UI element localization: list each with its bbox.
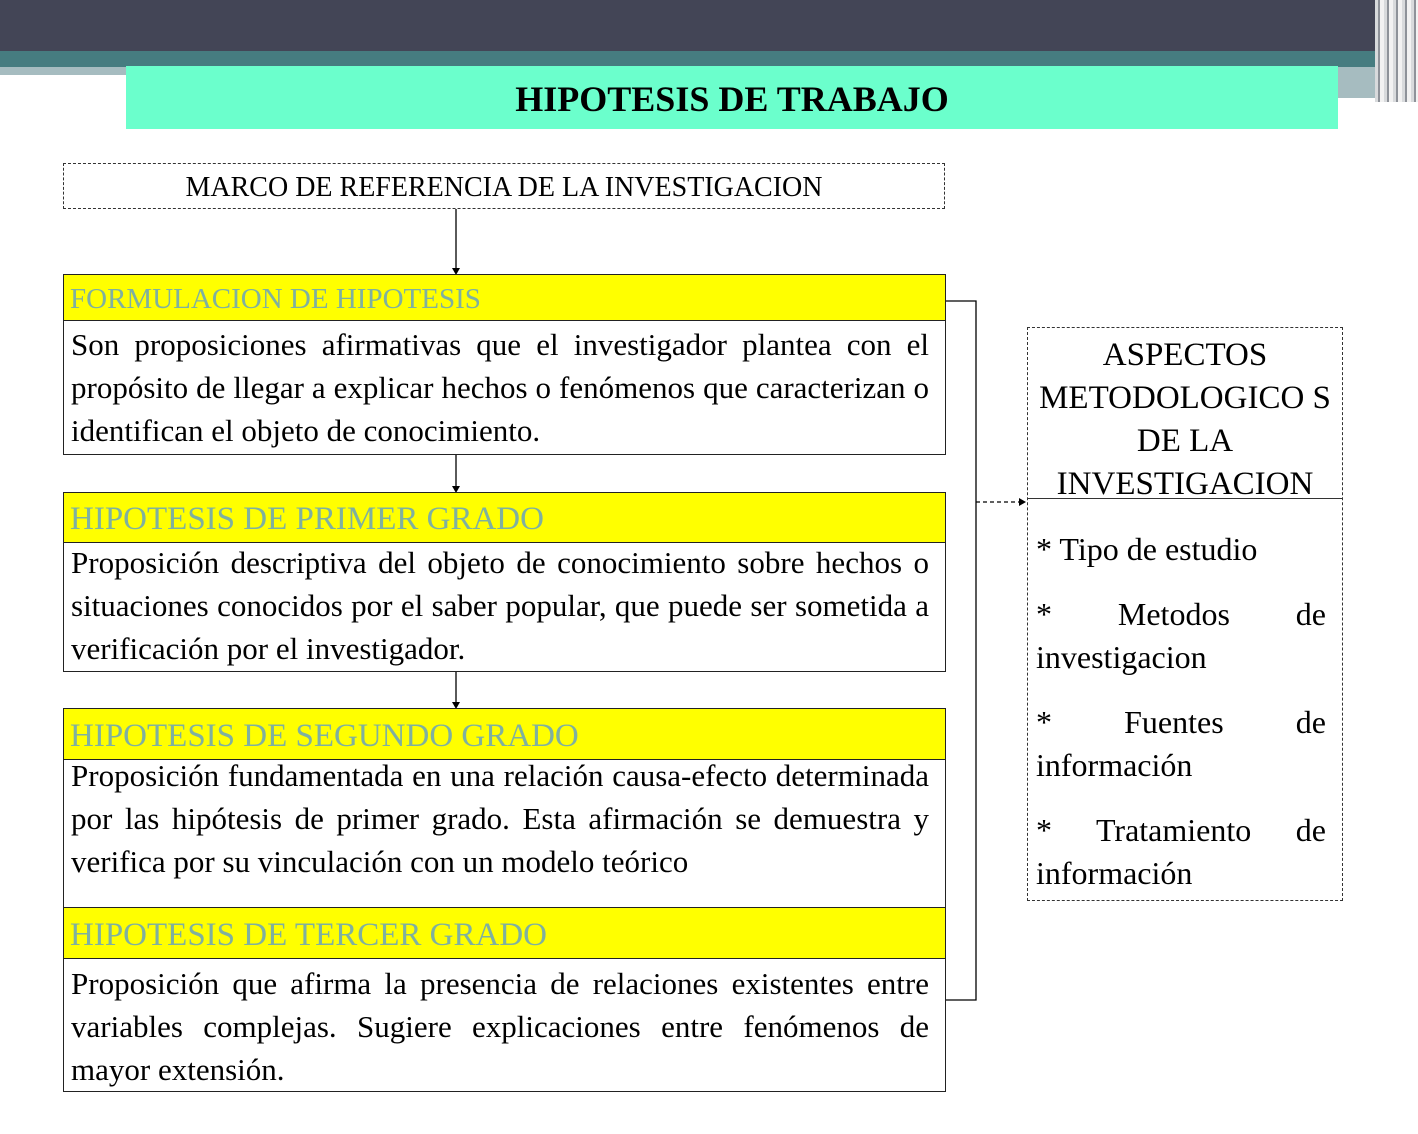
- tercer-grado-text: Proposición que afirma la presencia de relaciones existentes entre variables complejas. Sugiere explicaciones entre fenómenos de mayor extensión.: [71, 966, 929, 1087]
- aspectos-box: [1027, 327, 1343, 901]
- tercer-grado-header: HIPOTESIS DE TERCER GRADO: [64, 908, 945, 959]
- bracket-line: [945, 301, 976, 1000]
- marco-referencia-box: MARCO DE REFERENCIA DE LA INVESTIGACION: [63, 163, 945, 209]
- segundo-grado-text: Proposición fundamentada en una relación causa-efecto determinada por las hipótesis de primer grado. Esta afirmación se demuestra y verifica por su vinculación con un modelo teórico: [71, 758, 929, 879]
- aspectos-item: * Metodos de investigacion: [1036, 596, 1326, 675]
- primer-grado-box: [63, 492, 946, 672]
- formulacion-text: Son proposiciones afirmativas que el investigador plantea con el propósito de llegar a explicar hechos o fenómenos que caracterizan o identifican el objeto de conocimiento.: [71, 327, 929, 448]
- primer-grado-header: HIPOTESIS DE PRIMER GRADO: [64, 493, 945, 543]
- formulacion-box: [63, 274, 946, 455]
- tercer-grado-box: [63, 907, 946, 1092]
- segundo-grado-box: [63, 708, 946, 908]
- aspectos-title: ASPECTOS METODOLOGICO S DE LA INVESTIGACION: [1039, 337, 1331, 502]
- aspectos-item: * Fuentes de información: [1036, 704, 1326, 783]
- aspectos-item: * Tratamiento de información: [1036, 812, 1326, 891]
- aspectos-divider: [1028, 498, 1342, 499]
- slide-title: HIPOTESIS DE TRABAJO: [126, 66, 1338, 129]
- primer-grado-text: Proposición descriptiva del objeto de conocimiento sobre hechos o situaciones conocidos por el saber popular, que puede ser sometida a verificación por el investigador.: [71, 545, 929, 666]
- segundo-grado-header: HIPOTESIS DE SEGUNDO GRADO: [64, 709, 945, 760]
- formulacion-header: FORMULACION DE HIPOTESIS: [64, 275, 945, 321]
- aspectos-item: * Tipo de estudio: [1036, 531, 1258, 567]
